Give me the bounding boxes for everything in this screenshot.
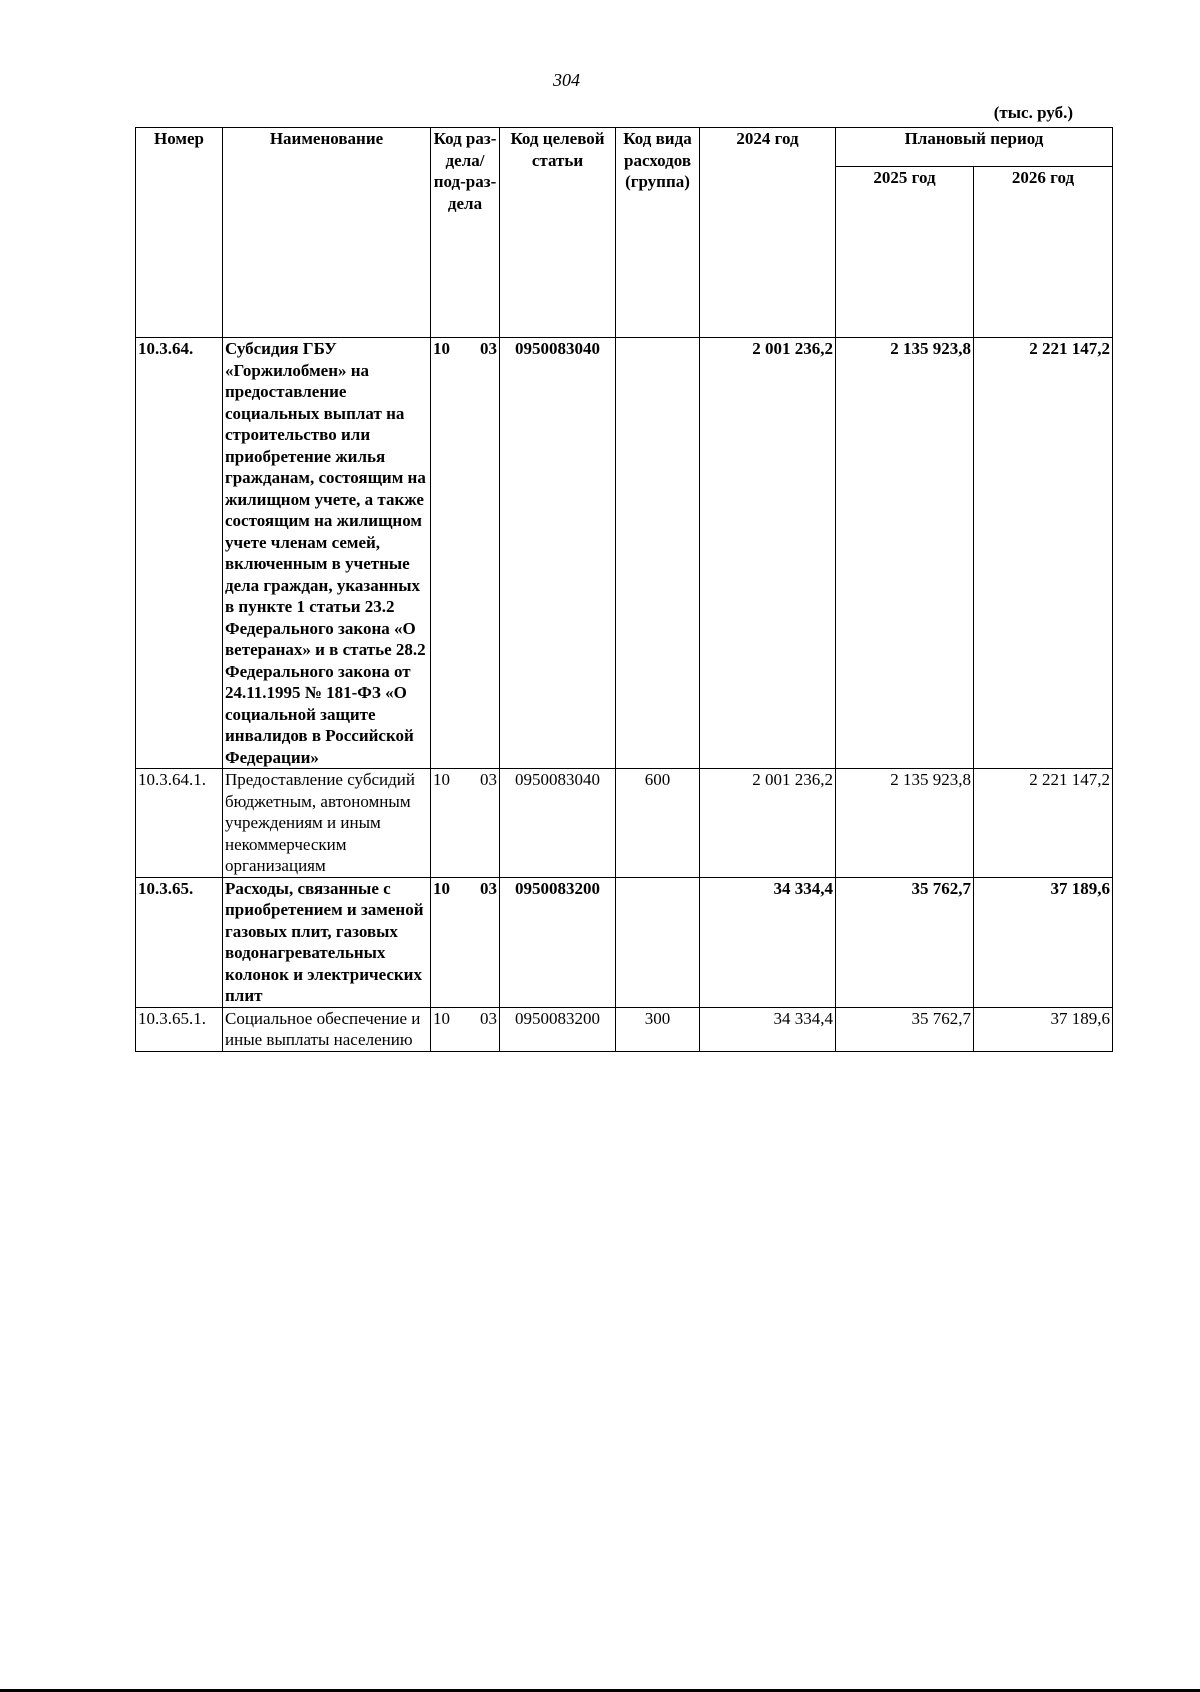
row-target-code: 0950083040 <box>500 769 616 878</box>
row-subsection: 03 <box>480 878 497 898</box>
row-amount-2024: 34 334,4 <box>700 1007 836 1051</box>
header-year-2025: 2025 год <box>836 167 974 338</box>
row-amount-2026: 37 189,6 <box>974 877 1113 1007</box>
row-name: Предоставление субсидий бюджетным, автономным учреждениям и иным некоммерческим организациям <box>223 769 431 878</box>
row-target-code: 0950083040 <box>500 338 616 769</box>
row-expense-type <box>616 877 700 1007</box>
table-row <box>136 1007 1113 1051</box>
header-planned-period: Плановый период <box>836 128 1113 167</box>
table-row <box>136 338 1113 769</box>
row-target-code: 0950083200 <box>500 1007 616 1051</box>
row-amount-2024: 34 334,4 <box>700 877 836 1007</box>
row-section-code <box>431 1007 500 1051</box>
row-target-code: 0950083200 <box>500 877 616 1007</box>
header-year-2024: 2024 год <box>700 128 836 338</box>
row-number: 10.3.64.1. <box>136 769 223 878</box>
row-section-code <box>431 877 500 1007</box>
row-amount-2026: 2 221 147,2 <box>974 769 1113 878</box>
row-expense-type: 600 <box>616 769 700 878</box>
row-amount-2025: 35 762,7 <box>836 1007 974 1051</box>
row-amount-2024: 2 001 236,2 <box>700 338 836 769</box>
header-expense-type: Код вида расходов (группа) <box>616 128 700 338</box>
header-number: Номер <box>136 128 223 338</box>
row-amount-2024: 2 001 236,2 <box>700 769 836 878</box>
table-row <box>136 769 1113 878</box>
row-number: 10.3.65.1. <box>136 1007 223 1051</box>
row-expense-type <box>616 338 700 769</box>
row-number: 10.3.65. <box>136 877 223 1007</box>
table-row <box>136 877 1113 1007</box>
row-section: 10 <box>433 339 450 358</box>
row-section: 10 <box>433 770 450 789</box>
row-subsection: 03 <box>480 1008 497 1028</box>
row-amount-2025: 2 135 923,8 <box>836 769 974 878</box>
row-name: Социальное обеспечение и иные выплаты населению <box>223 1007 431 1051</box>
row-section-code <box>431 769 500 878</box>
row-name: Субсидия ГБУ «Горжилобмен» на предоставление социальных выплат на строительство или приобретение жилья гражданам, состоящим на жилищном учете, а также состоящим на жилищном учете членам семей, включенным в учетные дела граждан, указанных в пункте 1 статьи 23.2 Федерального закона «О ветеранах» и в статье 28.2 Федерального закона от 24.11.1995 № 181-ФЗ «О социальной защите инвалидов в Российской Федерации» <box>223 338 431 769</box>
header-year-2026: 2026 год <box>974 167 1113 338</box>
row-section: 10 <box>433 878 450 898</box>
row-name: Расходы, связанные с приобретением и заменой газовых плит, газовых водонагревательных колонок и электрических плит <box>223 877 431 1007</box>
row-subsection: 03 <box>480 339 497 358</box>
row-amount-2025: 2 135 923,8 <box>836 338 974 769</box>
row-number: 10.3.64. <box>136 338 223 769</box>
row-expense-type: 300 <box>616 1007 700 1051</box>
row-subsection: 03 <box>480 770 497 789</box>
row-amount-2026: 2 221 147,2 <box>974 338 1113 769</box>
row-section: 10 <box>433 1008 450 1028</box>
units-label: (тыс. руб.) <box>993 103 1073 122</box>
header-section-code: Код раз-дела/ под-раз-дела <box>431 128 500 338</box>
row-amount-2026: 37 189,6 <box>974 1007 1113 1051</box>
row-section-code <box>431 338 500 769</box>
row-amount-2025: 35 762,7 <box>836 877 974 1007</box>
budget-table <box>135 127 1113 1052</box>
header-name: Наименование <box>223 128 431 338</box>
header-target-code: Код целевой статьи <box>500 128 616 338</box>
page-number: 304 <box>553 70 580 90</box>
